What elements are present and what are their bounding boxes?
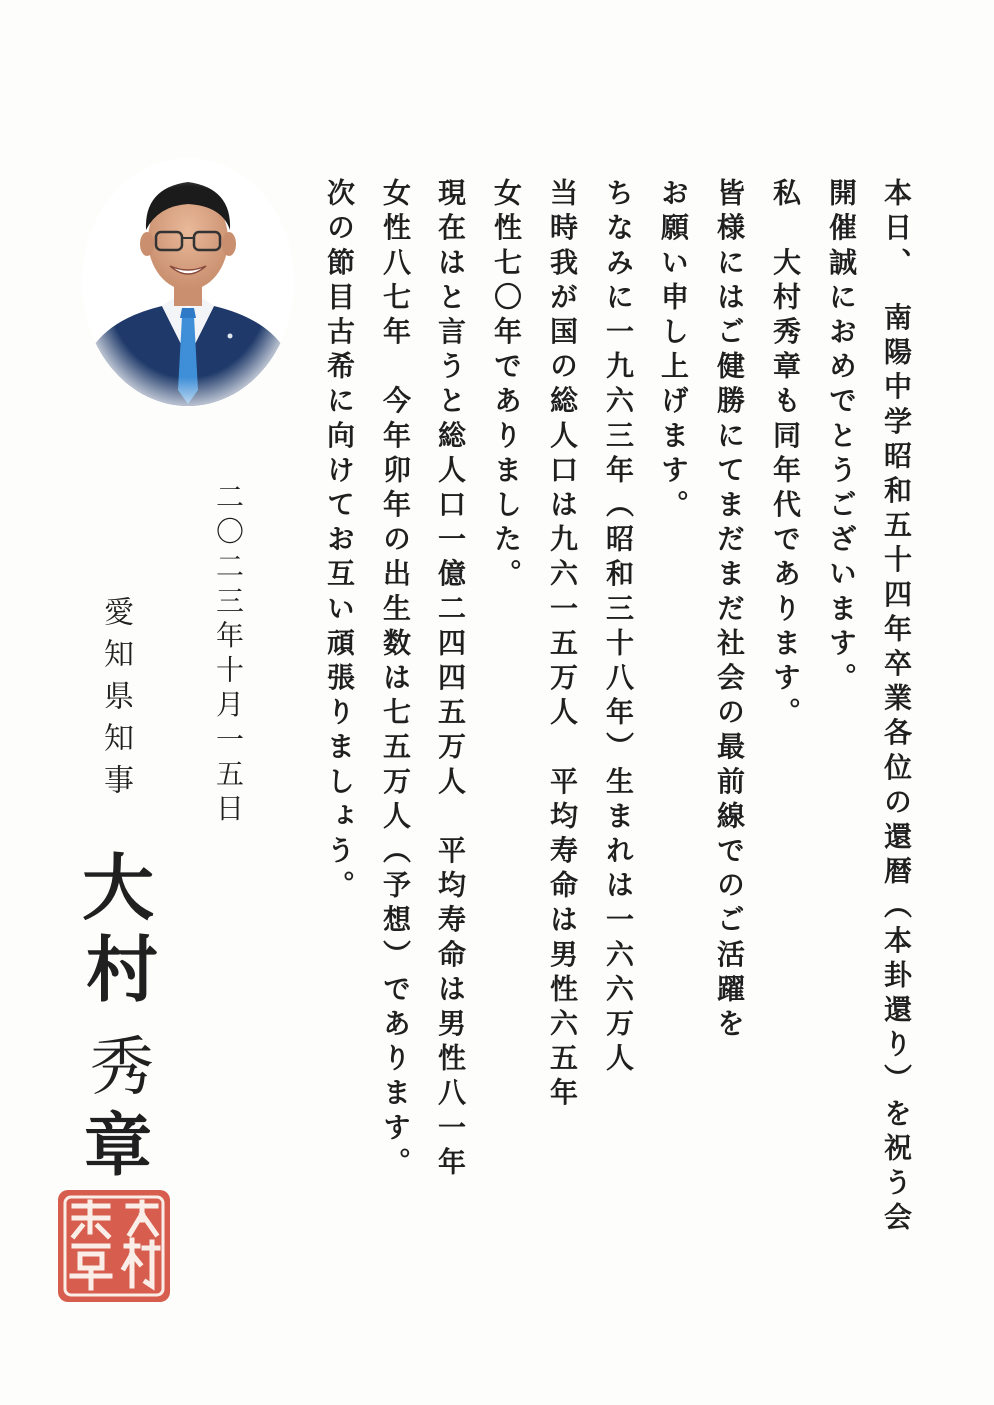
letter-line: 皆様にはご健勝にてまだまだ社会の最前線でのご活躍を [713, 178, 746, 1043]
letter-line: 次の節目古希に向けてお互い頑張りましょう。 [323, 178, 356, 905]
letter-date: 二〇二三年十月一五日 [212, 482, 245, 828]
governor-portrait [82, 158, 294, 406]
seal-stamp-icon [52, 1184, 176, 1308]
signature-char: 村 [86, 927, 159, 1012]
signature-char: 章 [84, 1106, 153, 1186]
signature-char: 大 [82, 845, 155, 930]
signature-char: 秀 [90, 1031, 154, 1105]
letter-line: 開催誠におめでとうございます。 [825, 178, 858, 697]
letter-line: 女性七〇年でありました。 [490, 178, 523, 594]
letter-line: 現在はと言うと総人口一億二四四五万人 平均寿命は男性八一年 [434, 178, 467, 1182]
letter-line: 本日、 南陽中学昭和五十四年卒業各位の還暦（本卦還り）を祝う会 [880, 178, 913, 1237]
letter-line: お願い申し上げます。 [657, 178, 690, 524]
signer-title: 愛知県知事 [98, 596, 133, 806]
letter-line: 当時我が国の総人口は九六一五万人 平均寿命は男性六五年 [546, 178, 579, 1113]
letter-line: ちなみに一九六三年（昭和三十八年）生まれは一六六万人 [602, 178, 635, 1078]
letter-line: 女性八七年 今年卯年の出生数は七五万人（予想）であります。 [379, 178, 412, 1182]
letter-line: 私 大村秀章も同年代であります。 [769, 178, 802, 732]
